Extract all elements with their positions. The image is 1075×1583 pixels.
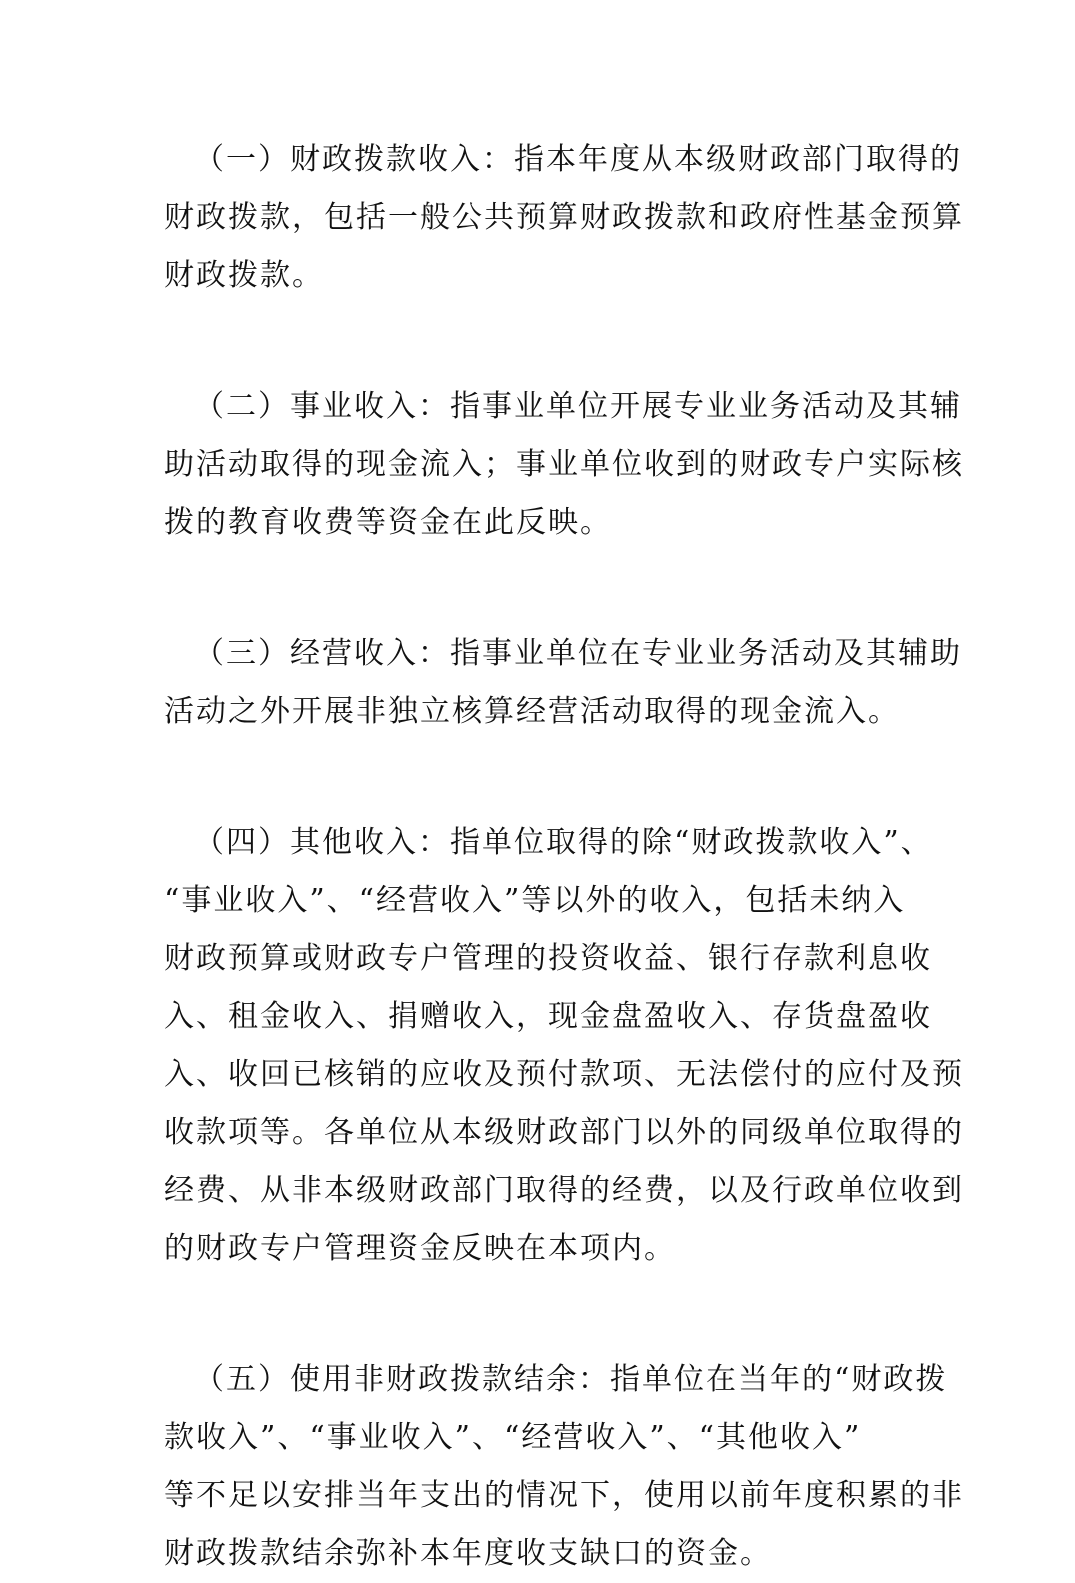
paragraph-1 [164,131,964,305]
paragraph-spacer [164,552,888,625]
paragraph-5 [164,1351,964,1583]
text-line: 活动之外开展非独立核算经营活动取得的现金流入。 [164,694,900,729]
text-line: 款收入”、“事业收入”、“经营收入”、“其他收入” [164,1420,862,1455]
text-line: 助活动取得的现金流入；事业单位收到的财政专户实际核 [164,447,964,482]
paragraph-spacer [164,1278,888,1351]
text-line: 财政拨款，包括一般公共预算财政拨款和政府性基金预算 [164,200,964,235]
text-line: “事业收入”、“经营收入”等以外的收入，包括未纳入 [164,883,906,918]
paragraph-3 [164,625,962,741]
paragraph-2 [164,378,964,552]
text-line: （三）经营收入：指事业单位在专业业务活动及其辅助 [194,636,962,671]
text-line: （一）财政拨款收入：指本年度从本级财政部门取得的 [194,142,962,177]
text-line: 经费、从非本级财政部门取得的经费，以及行政单位收到 [164,1173,964,1208]
text-line: 等不足以安排当年支出的情况下，使用以前年度积累的非 [164,1478,964,1513]
document-body [164,131,964,1583]
paragraph-4 [164,814,964,1278]
paragraph-spacer [164,741,888,814]
text-line: 收款项等。各单位从本级财政部门以外的同级单位取得的 [164,1115,964,1150]
text-line: 财政拨款。 [164,258,324,293]
text-line: （四）其他收入：指单位取得的除“财政拨款收入”、 [194,825,933,860]
text-line: （五）使用非财政拨款结余：指单位在当年的“财政拨 [194,1362,948,1397]
text-line: （二）事业收入：指事业单位开展专业业务活动及其辅 [194,389,962,424]
text-line: 财政预算或财政专户管理的投资收益、银行存款利息收 [164,941,932,976]
text-line: 财政拨款结余弥补本年度收支缺口的资金。 [164,1536,772,1571]
text-line: 的财政专户管理资金反映在本项内。 [164,1231,676,1266]
text-line: 入、收回已核销的应收及预付款项、无法偿付的应付及预 [164,1057,964,1092]
text-line: 入、租金收入、捐赠收入，现金盘盈收入、存货盘盈收 [164,999,932,1034]
paragraph-spacer [164,305,888,378]
text-line: 拨的教育收费等资金在此反映。 [164,505,612,540]
